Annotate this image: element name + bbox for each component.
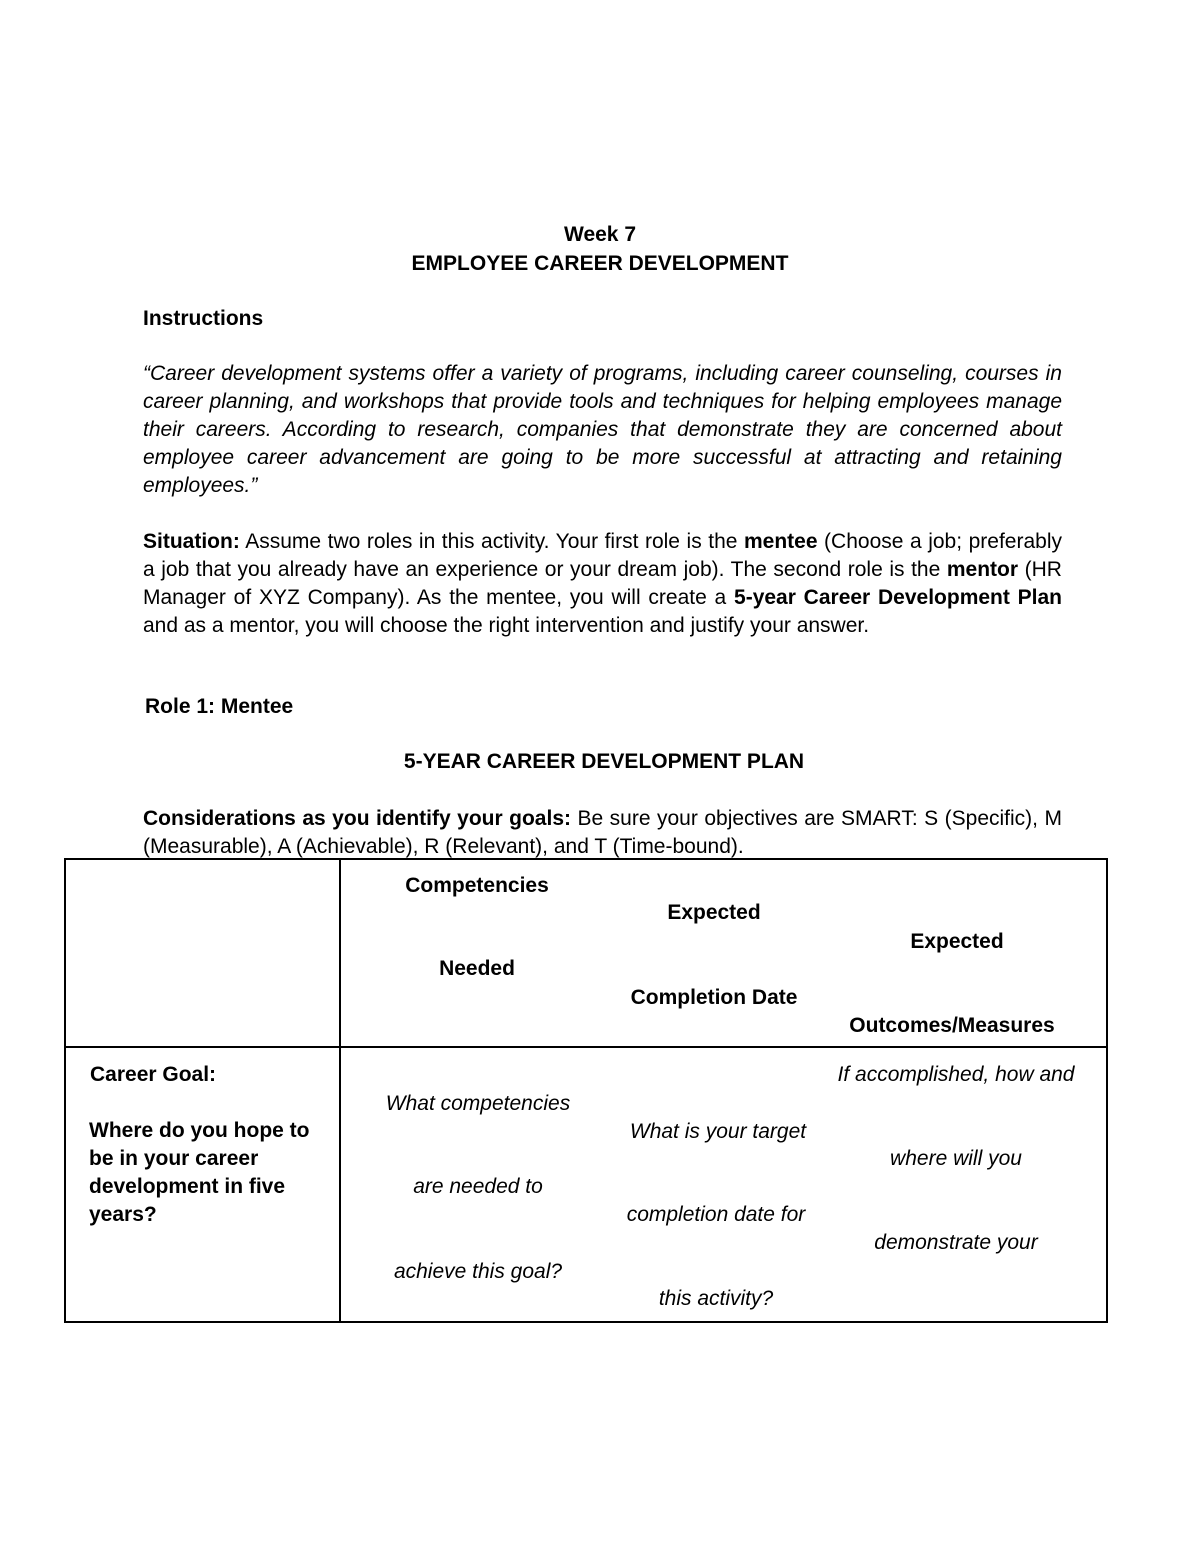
plan-term: 5-year Career Development Plan <box>734 586 1062 609</box>
role-heading: Role 1: Mentee <box>145 695 294 718</box>
header-competencies-line2: Needed <box>439 957 515 980</box>
document-title: EMPLOYEE CAREER DEVELOPMENT <box>411 252 789 275</box>
table-column-divider <box>339 858 341 1323</box>
situation-label: Situation: <box>143 530 240 553</box>
competencies-prompt-line2: are needed to <box>413 1175 543 1198</box>
situation-text-4: and as a mentor, you will choose the right intervention and justify your answer. <box>143 614 870 637</box>
plan-title: 5-YEAR CAREER DEVELOPMENT PLAN <box>403 750 805 773</box>
outcomes-prompt-line3: demonstrate your <box>874 1231 1038 1254</box>
header-completion-line1: Expected <box>667 901 761 924</box>
situation-text-1: Assume two roles in this activity. Your first role is the <box>239 530 744 553</box>
situation-text-2: (Choose a job; preferably a job that you already have an experience or your dream job). The second role is the <box>143 530 1062 581</box>
header-competencies-line1: Competencies <box>405 874 549 897</box>
considerations-label: Considerations as you identify your goals: <box>143 807 571 830</box>
instructions-heading: Instructions <box>143 307 264 330</box>
header-outcomes-line1: Expected <box>910 930 1004 953</box>
career-goal-question: Where do you hope to be in your career development in five years? <box>89 1119 310 1226</box>
outcomes-prompt-line2: where will you <box>890 1147 1022 1170</box>
mentor-term: mentor <box>946 558 1019 581</box>
completion-prompt-line1: What is your target <box>629 1120 807 1143</box>
mentee-term: mentee <box>743 530 818 553</box>
instructions-quote: “Career development systems offer a variety of programs, including career counseling, courses in career planning, and workshops that provide tools and techniques for helping employees manage their careers. According to research, companies that demonstrate they are concerned about employee career advancement are going to be more successful at attracting and retaining employees.” <box>143 362 1062 497</box>
completion-prompt-line3: this activity? <box>658 1287 774 1310</box>
header-completion-line2: Completion Date <box>630 986 798 1009</box>
considerations-text: Be sure your objectives are SMART: S (Specific), M (Measurable), A (Achievable), R (Relevant), and T (Time-bound). <box>143 807 1062 858</box>
header-outcomes-line2: Outcomes/Measures <box>849 1014 1055 1037</box>
outcomes-prompt-line1: If accomplished, how and <box>837 1063 1075 1086</box>
career-goal-label: Career Goal: <box>90 1063 217 1086</box>
table-row-divider <box>64 1046 1108 1048</box>
competencies-prompt-line1: What competencies <box>385 1092 571 1115</box>
situation-text-3: (HR Manager of XYZ Company). As the mentee, you will create a <box>143 558 1062 609</box>
situation-paragraph <box>143 528 1062 640</box>
competencies-prompt-line3: achieve this goal? <box>393 1260 563 1283</box>
completion-prompt-line2: completion date for <box>626 1203 806 1226</box>
week-label: Week 7 <box>564 223 636 246</box>
considerations-paragraph <box>143 805 1062 861</box>
